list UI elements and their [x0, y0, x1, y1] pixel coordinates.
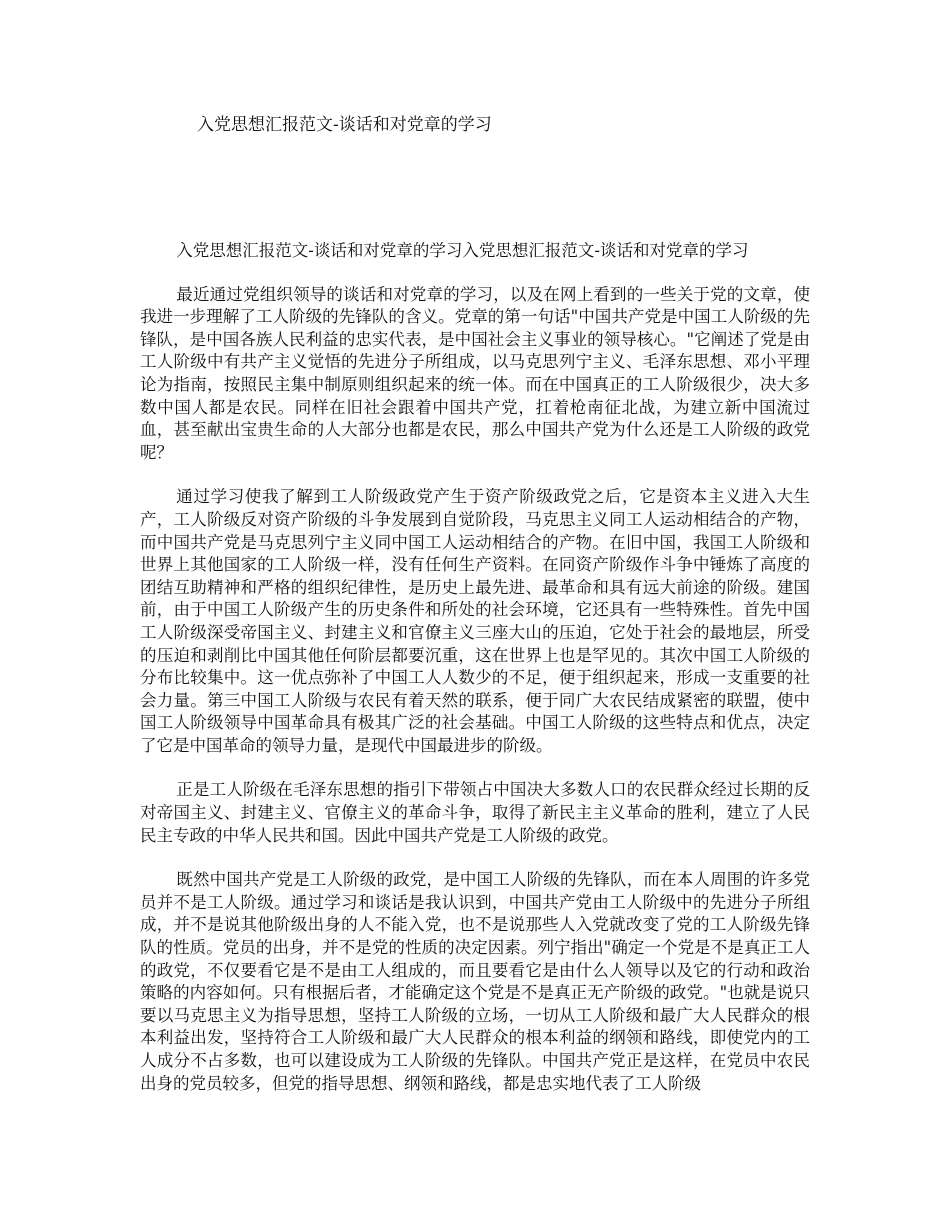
document-body [140, 240, 810, 1117]
paragraph-1: 最近通过党组织领导的谈话和对党章的学习，以及在网上看到的一些关于党的文章，使我进一步理解了工人阶级的先锋队的含义。党章的第一句话"中国共产党是中国工人阶级的先锋队，是中国各族人民利益的忠实代表，是中国社会主义事业的领导核心。"它阐述了党是由工人阶级中有共产主义觉悟的先进分子所组成，以马克思列宁主义、毛泽东思想、邓小平理论为指南，按照民主集中制原则组织起来的统一体。而在中国真正的工人阶级很少，决大多数中国人都是农民。同样在旧社会跟着中国共产党，扛着枪南征北战，为建立新中国流过血，甚至献出宝贵生命的人大部分也都是农民，那么中国共产党为什么还是工人阶级的政党呢？ [140, 284, 810, 462]
paragraph-3: 正是工人阶级在毛泽东思想的指引下带领占中国决大多数人口的农民群众经过长期的反对帝国主义、封建主义、官僚主义的革命斗争，取得了新民主主义革命的胜利，建立了人民民主专政的中华人民共和国。因此中国共产党是工人阶级的政党。 [140, 780, 810, 845]
document-title: 入党思想汇报范文-谈话和对党章的学习 [197, 115, 492, 135]
paragraph-repeated-title: 入党思想汇报范文-谈话和对党章的学习入党思想汇报范文-谈话和对党章的学习 [176, 241, 749, 260]
paragraph-4: 既然中国共产党是工人阶级的政党，是中国工人阶级的先锋队，而在本人周围的许多党员并不是工人阶级。通过学习和谈话是我认识到，中国共产党由工人阶级中的先进分子所组成，并不是说其他阶级出身的人不能入党，也不是说那些人入党就改变了党的工人阶级先锋队的性质。党员的出身，并不是党的性质的决定因素。列宁指出"确定一个党是不是真正工人的政党，不仅要看它是不是由工人组成的，而且要看它是由什么人领导以及它的行动和政治策略的内容如何。只有根据后者，才能确定这个党是不是真正无产阶级的政党。"也就是说只要以马克思主义为指导思想，坚持工人阶级的立场，一切从工人阶级和最广大人民群众的根本利益出发，坚持符合工人阶级和最广大人民群众的根本利益的纲领和路线，即使党内的工人成分不占多数，也可以建设成为工人阶级的先锋队。中国共产党正是这样，在党员中农民出身的党员较多，但党的指导思想、纲领和路线，都是忠实地代表了工人阶级 [140, 870, 810, 1093]
paragraph-2: 通过学习使我了解到工人阶级政党产生于资产阶级政党之后，它是资本主义进入大生产，工人阶级反对资产阶级的斗争发展到自觉阶段，马克思主义同工人运动相结合的产物，而中国共产党是马克思列宁主义同中国工人运动相结合的产物。在旧中国，我国工人阶级和世界上其他国家的工人阶级一样，没有任何生产资料。在同资产阶级作斗争中锤炼了高度的团结互助精神和严格的组织纪律性，是历史上最先进、最革命和具有远大前途的阶级。建国前，由于中国工人阶级产生的历史条件和所处的社会环境，它还具有一些特殊性。首先中国工人阶级深受帝国主义、封建主义和官僚主义三座大山的压迫，它处于社会的最地层，所受的压迫和剥削比中国其他任何阶层都要沉重，这在世界上也是罕见的。其次中国工人阶级的分布比较集中。这一优点弥补了中国工人人数少的不足，便于组织起来，形成一支重要的社会力量。第三中国工人阶级与农民有着天然的联系，便于同广大农民结成紧密的联盟，使中国工人阶级领导中国革命具有极其广泛的社会基础。中国工人阶级的这些特点和优点，决定了它是中国革命的领导力量，是现代中国最进步的阶级。 [140, 487, 810, 755]
